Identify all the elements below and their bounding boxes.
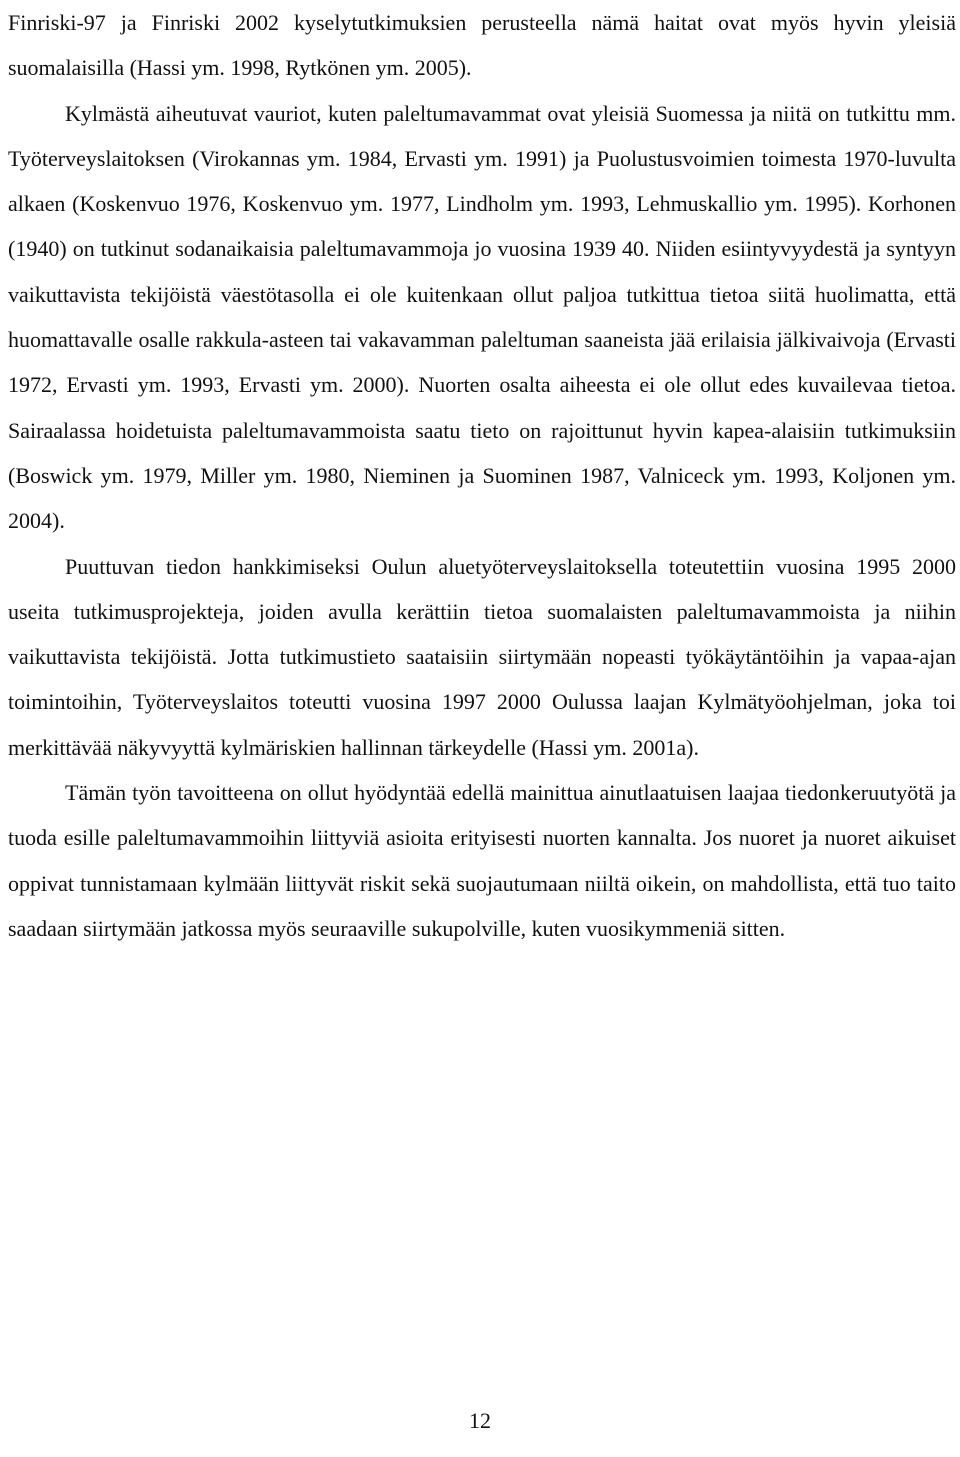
- body-text: [8, 0, 956, 951]
- paragraph-continuation: Finriski-97 ja Finriski 2002 kyselytutkimuksien perusteella nämä haitat ovat myös hyvin yleisiä suomalaisilla (Hassi ym. 1998, Rytkönen ym. 2005).: [8, 10, 956, 81]
- paragraph-study-aim: Tämän työn tavoitteena on ollut hyödyntää edellä mainittua ainutlaatuisen laajaa tiedonkeruutyötä ja tuoda esille paleltumavammoihin liittyviä asioita erityisesti nuorten kannalta. Jos nuoret ja nuoret aikuiset oppivat tunnistamaan kylmään liittyvät riskit sekä suojautumaan niiltä oikein, on mahdollista, että tuo taito saadaan siirtymään jatkossa myös seuraaville sukupolville, kuten vuosikymmeniä sitten.: [8, 780, 956, 941]
- paragraph-frostbite-research: Kylmästä aiheutuvat vauriot, kuten paleltumavammat ovat yleisiä Suomessa ja niitä on tutkittu mm. Työterveyslaitoksen (Virokannas ym. 1984, Ervasti ym. 1991) ja Puolustusvoimien toimesta 1970-luvulta alkaen (Koskenvuo 1976, Koskenvuo ym. 1977, Lindholm ym. 1993, Lehmuskallio ym. 1995). Korhonen (1940) on tutkinut sodanaikaisia paleltumavammoja jo vuosina 1939 40. Niiden esiintyvyydestä ja syntyyn vaikuttavista tekijöistä väestötasolla ei ole kuitenkaan ollut paljoa tutkittua tietoa siitä huolimatta, että huomattavalle osalle rakkula-asteen tai vakavamman paleltuman saaneista jää erilaisia jälkivaivoja (Ervasti 1972, Ervasti ym. 1993, Ervasti ym. 2000). Nuorten osalta aiheesta ei ole ollut edes kuvailevaa tietoa. Sairaalassa hoidetuista paleltumavammoista saatu tieto on rajoittunut hyvin kapea-alaisiin tutkimuksiin (Boswick ym. 1979, Miller ym. 1980, Nieminen ja Suominen 1987, Valniceck ym. 1993, Koljonen ym. 2004).: [8, 100, 956, 534]
- page-number: 12: [469, 1408, 491, 1433]
- paragraph-research-projects: Puuttuvan tiedon hankkimiseksi Oulun aluetyöterveyslaitoksella toteutettiin vuosina 1995 2000 useita tutkimusprojekteja, joiden avulla kerättiin tietoa suomalaisten paleltumavammoista ja niihin vaikuttavista tekijöistä. Jotta tutkimustieto saataisiin siirtymään nopeasti työkäytäntöihin ja vapaa-ajan toimintoihin, Työterveyslaitos toteutti vuosina 1997 2000 Oulussa laajan Kylmätyöohjelman, joka toi merkittävää näkyvyyttä kylmäriskien hallinnan tärkeydelle (Hassi ym. 2001a).: [8, 553, 956, 760]
